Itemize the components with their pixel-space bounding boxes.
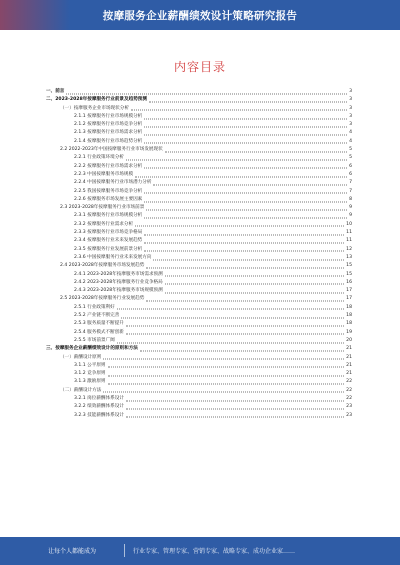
toc-entry-page: 15	[346, 263, 352, 269]
toc-entry-page: 22	[346, 387, 352, 393]
toc-leader-dots	[126, 334, 344, 335]
toc-entry[interactable]	[46, 146, 352, 154]
toc-leader-dots	[108, 375, 345, 376]
toc-leader-dots	[165, 292, 344, 293]
toc-entry-page: 4	[349, 130, 352, 136]
toc-leader-dots	[108, 384, 345, 385]
toc-entry-page: 10	[346, 221, 352, 227]
toc-entry-label: 2.5.5 市场前景广阔	[74, 337, 116, 345]
toc-entry-page: 23	[346, 412, 352, 418]
toc-entry[interactable]	[46, 412, 352, 420]
toc-leader-dots	[126, 325, 344, 326]
toc-entry-page: 13	[346, 254, 352, 260]
toc-entry-label: 2.2.1 行业政策环境分析	[74, 154, 125, 162]
toc-entry-label: 2.5.3 服务质量不断提升	[74, 320, 125, 328]
toc-entry[interactable]	[46, 387, 352, 395]
footer-slogan-right: 行业专家、管理专家、营销专家、战略专家、成功企业家……	[133, 548, 296, 555]
toc-leader-dots	[144, 251, 344, 252]
toc-entry-page: 22	[346, 395, 352, 401]
toc-leader-dots	[146, 209, 347, 210]
toc-entry-label: 2.1.4 按摩服务行业市场趋势分析	[74, 138, 143, 146]
toc-leader-dots	[153, 259, 344, 260]
toc-entry[interactable]	[46, 337, 352, 345]
toc-entry-page: 9	[349, 205, 352, 211]
toc-leader-dots	[165, 276, 344, 277]
toc-leader-dots	[144, 242, 344, 243]
toc-entry[interactable]	[46, 246, 352, 254]
toc-entry[interactable]	[46, 279, 352, 287]
toc-entry-label: 2.4 2023-2028年按摩服务市场发展趋势	[60, 262, 145, 270]
toc-entry-page: 9	[349, 213, 352, 219]
toc-entry-label: 2.2.3 中国按摩服务市场规模	[74, 171, 134, 179]
toc-entry-label: 3.1.2 竞争原则	[74, 370, 107, 378]
toc-entry[interactable]	[46, 262, 352, 270]
toc-entry-page: 5	[349, 147, 352, 153]
toc-entry-page: 17	[346, 288, 352, 294]
toc-leader-dots	[146, 267, 344, 268]
toc-entry-label: 2.1.1 按摩服务行业市场规模分析	[74, 113, 143, 121]
toc-entry-page: 21	[346, 362, 352, 368]
toc-entry-label: 3.2.3 技能薪酬体系设计	[74, 412, 125, 420]
toc-entry-page: 7	[349, 180, 352, 186]
toc-entry[interactable]	[46, 362, 352, 370]
toc-entry-page: 21	[346, 371, 352, 377]
footer-banner	[0, 537, 400, 565]
toc-entry[interactable]	[46, 378, 352, 386]
toc-entry[interactable]	[46, 345, 352, 353]
toc-entry[interactable]	[46, 129, 352, 137]
footer-divider	[124, 544, 125, 557]
toc-entry[interactable]	[46, 154, 352, 162]
table-of-contents	[46, 88, 352, 420]
toc-entry-label: （一）薪酬设计原则	[60, 354, 102, 362]
toc-entry[interactable]	[46, 403, 352, 411]
toc-entry-label: 2.5.2 产业链不断完善	[74, 312, 120, 320]
toc-entry-label: 2.5.4 服务模式不断创新	[74, 329, 125, 337]
toc-leader-dots	[144, 234, 344, 235]
toc-entry-label: （二）薪酬设计方法	[60, 387, 102, 395]
toc-entry[interactable]	[46, 212, 352, 220]
toc-entry-label: 2.3.3 按摩服务行业市场竞争格局	[74, 229, 143, 237]
toc-entry[interactable]	[46, 370, 352, 378]
toc-entry-page: 15	[346, 271, 352, 277]
toc-entry[interactable]	[46, 188, 352, 196]
toc-entry[interactable]	[46, 113, 352, 121]
toc-entry-page: 11	[346, 238, 352, 244]
toc-leader-dots	[144, 143, 347, 144]
toc-entry-label: 一、前言	[46, 88, 65, 96]
toc-entry-page: 17	[346, 296, 352, 302]
toc-entry-label: 2.3.6 中国按摩服务行业未来发展方向	[74, 254, 152, 262]
toc-entry[interactable]	[46, 171, 352, 179]
toc-entry-label: 2.2 2022-2023年中国按摩服务行业市场发展现状	[60, 146, 164, 154]
header-banner	[0, 0, 400, 30]
toc-entry-label: 3.2.1 岗位薪酬体系设计	[74, 395, 125, 403]
toc-entry[interactable]	[46, 105, 352, 113]
toc-leader-dots	[149, 101, 347, 102]
toc-entry[interactable]	[46, 179, 352, 187]
toc-entry-page: 19	[346, 329, 352, 335]
toc-leader-dots	[135, 176, 347, 177]
toc-entry-page: 18	[346, 313, 352, 319]
toc-entry-label: 3.1.3 激励原则	[74, 378, 107, 386]
toc-entry-label: 2.2.5 我国按摩服务市场竞争分析	[74, 188, 143, 196]
toc-entry[interactable]	[46, 354, 352, 362]
report-title: 按摩服务企业薪酬绩效设计策略研究报告	[102, 10, 298, 22]
footer-slogan-left: 让每个人都能成为	[48, 548, 97, 555]
toc-leader-dots	[144, 126, 347, 127]
toc-entry-label: 2.3.2 按摩服务行业需求分析	[74, 221, 134, 229]
toc-leader-dots	[144, 168, 347, 169]
toc-entry-label: 3.2.2 绩效薪酬体系设计	[74, 403, 125, 411]
toc-entry[interactable]	[46, 295, 352, 303]
toc-entry-page: 18	[346, 304, 352, 310]
toc-leader-dots	[165, 284, 344, 285]
toc-entry-label: 2.3.5 按摩服务行业发展前景分析	[74, 246, 143, 254]
toc-entry-page: 3	[349, 89, 352, 94]
toc-entry[interactable]	[46, 320, 352, 328]
toc-entry[interactable]	[46, 121, 352, 129]
toc-entry-page: 21	[346, 346, 352, 352]
toc-leader-dots	[66, 93, 347, 94]
toc-entry-label: 2.2.2 按摩服务行业市场需求分析	[74, 163, 143, 171]
toc-entry[interactable]	[46, 271, 352, 279]
toc-leader-dots	[117, 342, 344, 343]
toc-entry[interactable]	[46, 329, 352, 337]
toc-entry-page: 8	[349, 196, 352, 202]
toc-entry-page: 3	[349, 122, 352, 128]
toc-entry[interactable]	[46, 88, 352, 96]
toc-leader-dots	[103, 359, 344, 360]
toc-entry-label: 二、2023-2028年按摩服务行业前景及趋势预测	[46, 96, 148, 104]
toc-entry-label: 2.2.6 按摩服务市场发展主要因素	[74, 196, 143, 204]
toc-entry-page: 12	[346, 246, 352, 252]
toc-entry-page: 3	[349, 113, 352, 119]
toc-leader-dots	[108, 367, 345, 368]
toc-leader-dots	[144, 218, 347, 219]
toc-entry-label: 3.1.1 公平原则	[74, 362, 107, 370]
toc-entry-page: 3	[349, 105, 352, 111]
toc-entry[interactable]	[46, 229, 352, 237]
toc-entry-label: （一）按摩服务企业市场现状分析	[60, 105, 130, 113]
toc-leader-dots	[126, 408, 344, 409]
toc-entry-label: 三、按摩服务企业薪酬绩效设计的原则和方法	[46, 345, 139, 353]
toc-entry-label: 2.3.4 按摩服务行业未来发展趋势	[74, 237, 143, 245]
toc-leader-dots	[126, 160, 347, 161]
toc-entry-page: 23	[346, 404, 352, 410]
toc-leader-dots	[144, 135, 347, 136]
toc-entry-page: 20	[346, 337, 352, 343]
toc-entry[interactable]	[46, 287, 352, 295]
toc-entry[interactable]	[46, 312, 352, 320]
toc-leader-dots	[144, 118, 347, 119]
toc-heading: 内容目录	[173, 60, 226, 74]
toc-entry-page: 5	[349, 155, 352, 161]
toc-leader-dots	[140, 350, 344, 351]
toc-entry[interactable]	[46, 138, 352, 146]
toc-entry[interactable]	[46, 196, 352, 204]
toc-entry-page: 22	[346, 379, 352, 385]
toc-entry-page: 18	[346, 321, 352, 327]
toc-entry-label: 2.4.1 2023-2028年按摩服务市场需求预测	[74, 271, 164, 279]
toc-entry-page: 6	[349, 163, 352, 169]
toc-entry[interactable]	[46, 204, 352, 212]
toc-entry-page: 21	[346, 354, 352, 360]
toc-entry[interactable]	[46, 304, 352, 312]
toc-entry-page: 6	[349, 171, 352, 177]
toc-leader-dots	[146, 301, 344, 302]
toc-entry-page: 16	[346, 279, 352, 285]
toc-entry-label: 2.1.3 按摩服务行业市场需求分析	[74, 129, 143, 137]
toc-entry[interactable]	[46, 163, 352, 171]
toc-entry-label: 2.4.3 2023-2028年按摩服务市场规模预测	[74, 287, 164, 295]
toc-entry[interactable]	[46, 221, 352, 229]
toc-leader-dots	[165, 151, 347, 152]
toc-entry-label: 2.1.2 按摩服务行业市场竞争分析	[74, 121, 143, 129]
toc-entry-label: 2.3 2023-2028年按摩服务行业市场前景	[60, 204, 145, 212]
toc-leader-dots	[144, 201, 347, 202]
toc-entry-page: 3	[349, 97, 352, 103]
toc-entry[interactable]	[46, 96, 352, 104]
toc-entry-label: 2.5.1 行业政策利好	[74, 304, 116, 312]
toc-leader-dots	[103, 392, 344, 393]
toc-entry-label: 2.5 2023-2028年按摩服务行业发展趋势	[60, 295, 145, 303]
toc-entry-label: 2.3.1 按摩服务行业市场规模分析	[74, 212, 143, 220]
toc-leader-dots	[126, 417, 344, 418]
toc-leader-dots	[135, 226, 344, 227]
toc-entry[interactable]	[46, 395, 352, 403]
toc-entry-page: 4	[349, 138, 352, 144]
toc-leader-dots	[126, 400, 344, 401]
toc-leader-dots	[131, 110, 347, 111]
toc-leader-dots	[121, 317, 344, 318]
toc-entry-page: 7	[349, 188, 352, 194]
toc-leader-dots	[117, 309, 344, 310]
toc-entry-label: 2.4.2 2023-2028年按摩服务行业竞争格局	[74, 279, 164, 287]
toc-entry-page: 11	[346, 230, 352, 236]
toc-leader-dots	[153, 184, 347, 185]
toc-leader-dots	[144, 193, 347, 194]
toc-entry[interactable]	[46, 254, 352, 262]
toc-entry-label: 2.2.4 中国按摩服务行业市场潜力分析	[74, 179, 152, 187]
toc-entry[interactable]	[46, 237, 352, 245]
